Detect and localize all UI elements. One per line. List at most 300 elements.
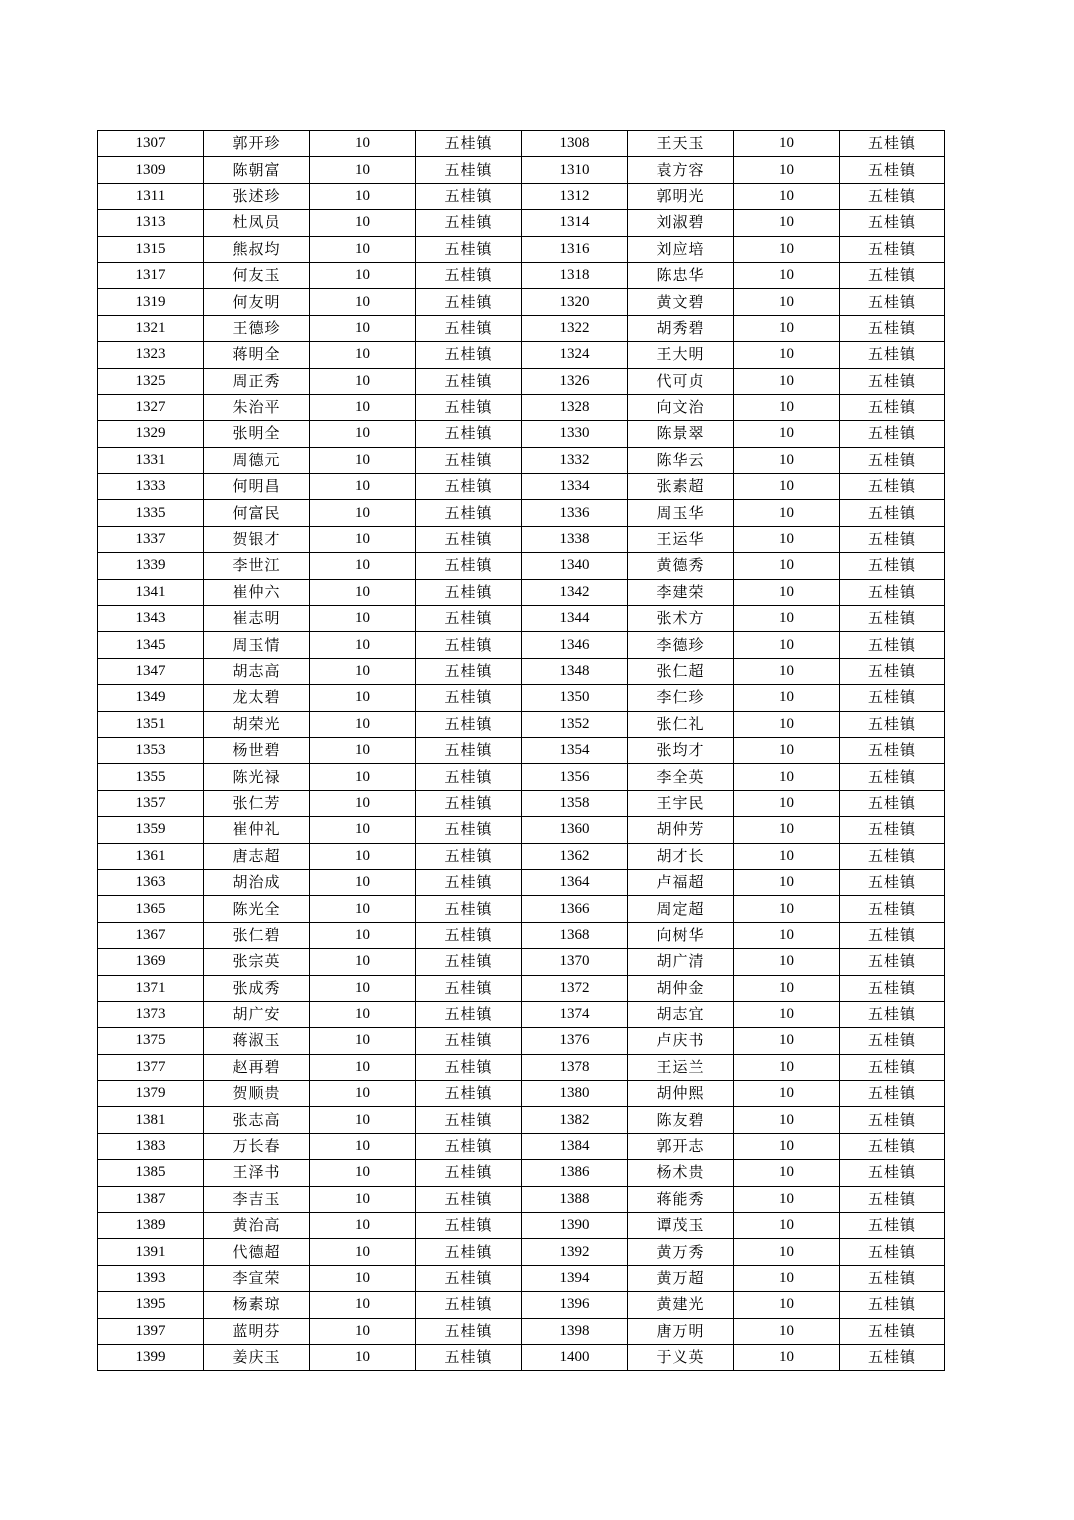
table-row bbox=[98, 843, 945, 869]
person-name-cell: 郭明光 bbox=[628, 183, 734, 209]
town-cell: 五桂镇 bbox=[416, 579, 522, 605]
table-row bbox=[98, 236, 945, 262]
town-cell: 五桂镇 bbox=[840, 843, 945, 869]
amount-cell: 10 bbox=[734, 1054, 840, 1080]
town-cell: 五桂镇 bbox=[840, 1054, 945, 1080]
record-number-cell: 1361 bbox=[98, 843, 204, 869]
town-cell: 五桂镇 bbox=[840, 685, 945, 711]
table-row bbox=[98, 262, 945, 288]
table-row bbox=[98, 869, 945, 895]
town-cell: 五桂镇 bbox=[840, 975, 945, 1001]
amount-cell: 10 bbox=[310, 1133, 416, 1159]
town-cell: 五桂镇 bbox=[840, 500, 945, 526]
person-name-cell: 袁方容 bbox=[628, 157, 734, 183]
amount-cell: 10 bbox=[310, 1292, 416, 1318]
amount-cell: 10 bbox=[734, 1001, 840, 1027]
amount-cell: 10 bbox=[310, 421, 416, 447]
record-number-cell: 1370 bbox=[522, 949, 628, 975]
table-row bbox=[98, 315, 945, 341]
record-number-cell: 1398 bbox=[522, 1318, 628, 1344]
town-cell: 五桂镇 bbox=[840, 315, 945, 341]
record-number-cell: 1382 bbox=[522, 1107, 628, 1133]
table-row bbox=[98, 1001, 945, 1027]
record-number-cell: 1366 bbox=[522, 896, 628, 922]
amount-cell: 10 bbox=[734, 1239, 840, 1265]
table-row bbox=[98, 421, 945, 447]
table-row bbox=[98, 157, 945, 183]
amount-cell: 10 bbox=[734, 421, 840, 447]
town-cell: 五桂镇 bbox=[840, 764, 945, 790]
town-cell: 五桂镇 bbox=[416, 210, 522, 236]
amount-cell: 10 bbox=[734, 1186, 840, 1212]
record-number-cell: 1368 bbox=[522, 922, 628, 948]
person-name-cell: 李吉玉 bbox=[204, 1186, 310, 1212]
amount-cell: 10 bbox=[734, 975, 840, 1001]
person-name-cell: 谭茂玉 bbox=[628, 1213, 734, 1239]
town-cell: 五桂镇 bbox=[416, 949, 522, 975]
person-name-cell: 胡才长 bbox=[628, 843, 734, 869]
person-name-cell: 何友玉 bbox=[204, 262, 310, 288]
record-number-cell: 1364 bbox=[522, 869, 628, 895]
table-row bbox=[98, 1318, 945, 1344]
town-cell: 五桂镇 bbox=[416, 1292, 522, 1318]
record-number-cell: 1350 bbox=[522, 685, 628, 711]
town-cell: 五桂镇 bbox=[416, 1186, 522, 1212]
person-name-cell: 杨素琼 bbox=[204, 1292, 310, 1318]
person-name-cell: 张宗英 bbox=[204, 949, 310, 975]
town-cell: 五桂镇 bbox=[840, 236, 945, 262]
table-row bbox=[98, 711, 945, 737]
record-number-cell: 1394 bbox=[522, 1265, 628, 1291]
person-name-cell: 李德珍 bbox=[628, 632, 734, 658]
record-number-cell: 1369 bbox=[98, 949, 204, 975]
amount-cell: 10 bbox=[310, 658, 416, 684]
person-name-cell: 李全英 bbox=[628, 764, 734, 790]
record-number-cell: 1313 bbox=[98, 210, 204, 236]
person-name-cell: 黄万超 bbox=[628, 1265, 734, 1291]
amount-cell: 10 bbox=[310, 869, 416, 895]
town-cell: 五桂镇 bbox=[416, 685, 522, 711]
amount-cell: 10 bbox=[734, 131, 840, 157]
person-name-cell: 赵再碧 bbox=[204, 1054, 310, 1080]
amount-cell: 10 bbox=[734, 1107, 840, 1133]
town-cell: 五桂镇 bbox=[840, 579, 945, 605]
amount-cell: 10 bbox=[310, 315, 416, 341]
amount-cell: 10 bbox=[310, 1160, 416, 1186]
table-row bbox=[98, 474, 945, 500]
amount-cell: 10 bbox=[310, 289, 416, 315]
person-name-cell: 张素超 bbox=[628, 474, 734, 500]
town-cell: 五桂镇 bbox=[840, 1001, 945, 1027]
amount-cell: 10 bbox=[310, 1344, 416, 1370]
town-cell: 五桂镇 bbox=[840, 817, 945, 843]
person-name-cell: 王运华 bbox=[628, 526, 734, 552]
town-cell: 五桂镇 bbox=[416, 1213, 522, 1239]
person-name-cell: 刘应培 bbox=[628, 236, 734, 262]
record-number-cell: 1310 bbox=[522, 157, 628, 183]
person-name-cell: 张仁礼 bbox=[628, 711, 734, 737]
amount-cell: 10 bbox=[310, 606, 416, 632]
amount-cell: 10 bbox=[734, 262, 840, 288]
town-cell: 五桂镇 bbox=[840, 1239, 945, 1265]
person-name-cell: 周正秀 bbox=[204, 368, 310, 394]
person-name-cell: 张述珍 bbox=[204, 183, 310, 209]
amount-cell: 10 bbox=[310, 553, 416, 579]
town-cell: 五桂镇 bbox=[416, 1133, 522, 1159]
town-cell: 五桂镇 bbox=[840, 1186, 945, 1212]
amount-cell: 10 bbox=[734, 658, 840, 684]
record-number-cell: 1395 bbox=[98, 1292, 204, 1318]
table-row bbox=[98, 949, 945, 975]
town-cell: 五桂镇 bbox=[416, 817, 522, 843]
record-number-cell: 1326 bbox=[522, 368, 628, 394]
table-row bbox=[98, 553, 945, 579]
town-cell: 五桂镇 bbox=[416, 342, 522, 368]
amount-cell: 10 bbox=[734, 711, 840, 737]
record-number-cell: 1373 bbox=[98, 1001, 204, 1027]
record-number-cell: 1314 bbox=[522, 210, 628, 236]
amount-cell: 10 bbox=[310, 1081, 416, 1107]
record-number-cell: 1379 bbox=[98, 1081, 204, 1107]
person-name-cell: 张仁碧 bbox=[204, 922, 310, 948]
town-cell: 五桂镇 bbox=[416, 632, 522, 658]
town-cell: 五桂镇 bbox=[840, 368, 945, 394]
town-cell: 五桂镇 bbox=[416, 790, 522, 816]
amount-cell: 10 bbox=[310, 1107, 416, 1133]
table-row bbox=[98, 896, 945, 922]
record-number-cell: 1399 bbox=[98, 1344, 204, 1370]
amount-cell: 10 bbox=[310, 632, 416, 658]
person-name-cell: 蒋淑玉 bbox=[204, 1028, 310, 1054]
record-number-cell: 1348 bbox=[522, 658, 628, 684]
table-row bbox=[98, 1028, 945, 1054]
record-number-cell: 1392 bbox=[522, 1239, 628, 1265]
town-cell: 五桂镇 bbox=[416, 368, 522, 394]
record-number-cell: 1396 bbox=[522, 1292, 628, 1318]
table-row bbox=[98, 1239, 945, 1265]
record-number-cell: 1356 bbox=[522, 764, 628, 790]
table-row bbox=[98, 342, 945, 368]
amount-cell: 10 bbox=[310, 685, 416, 711]
table-row bbox=[98, 1133, 945, 1159]
town-cell: 五桂镇 bbox=[840, 289, 945, 315]
record-number-cell: 1372 bbox=[522, 975, 628, 1001]
record-number-cell: 1391 bbox=[98, 1239, 204, 1265]
person-name-cell: 张仁芳 bbox=[204, 790, 310, 816]
table-row bbox=[98, 685, 945, 711]
town-cell: 五桂镇 bbox=[416, 1028, 522, 1054]
town-cell: 五桂镇 bbox=[840, 711, 945, 737]
record-number-cell: 1323 bbox=[98, 342, 204, 368]
town-cell: 五桂镇 bbox=[416, 131, 522, 157]
person-name-cell: 张仁超 bbox=[628, 658, 734, 684]
roster-table bbox=[97, 130, 945, 1371]
person-name-cell: 张均才 bbox=[628, 737, 734, 763]
record-number-cell: 1353 bbox=[98, 737, 204, 763]
town-cell: 五桂镇 bbox=[840, 1081, 945, 1107]
town-cell: 五桂镇 bbox=[840, 737, 945, 763]
town-cell: 五桂镇 bbox=[840, 632, 945, 658]
town-cell: 五桂镇 bbox=[840, 157, 945, 183]
town-cell: 五桂镇 bbox=[416, 843, 522, 869]
person-name-cell: 胡治成 bbox=[204, 869, 310, 895]
amount-cell: 10 bbox=[310, 922, 416, 948]
amount-cell: 10 bbox=[310, 1001, 416, 1027]
person-name-cell: 胡广清 bbox=[628, 949, 734, 975]
person-name-cell: 张志高 bbox=[204, 1107, 310, 1133]
person-name-cell: 王德珍 bbox=[204, 315, 310, 341]
record-number-cell: 1329 bbox=[98, 421, 204, 447]
person-name-cell: 陈光禄 bbox=[204, 764, 310, 790]
town-cell: 五桂镇 bbox=[416, 1107, 522, 1133]
person-name-cell: 李仁珍 bbox=[628, 685, 734, 711]
table-row bbox=[98, 1107, 945, 1133]
person-name-cell: 于义英 bbox=[628, 1344, 734, 1370]
amount-cell: 10 bbox=[734, 1213, 840, 1239]
amount-cell: 10 bbox=[734, 1344, 840, 1370]
table-row bbox=[98, 922, 945, 948]
record-number-cell: 1360 bbox=[522, 817, 628, 843]
record-number-cell: 1344 bbox=[522, 606, 628, 632]
person-name-cell: 张成秀 bbox=[204, 975, 310, 1001]
record-number-cell: 1362 bbox=[522, 843, 628, 869]
amount-cell: 10 bbox=[310, 817, 416, 843]
record-number-cell: 1347 bbox=[98, 658, 204, 684]
town-cell: 五桂镇 bbox=[840, 183, 945, 209]
amount-cell: 10 bbox=[734, 843, 840, 869]
amount-cell: 10 bbox=[310, 157, 416, 183]
record-number-cell: 1325 bbox=[98, 368, 204, 394]
person-name-cell: 胡广安 bbox=[204, 1001, 310, 1027]
amount-cell: 10 bbox=[734, 896, 840, 922]
person-name-cell: 李世江 bbox=[204, 553, 310, 579]
town-cell: 五桂镇 bbox=[416, 658, 522, 684]
record-number-cell: 1338 bbox=[522, 526, 628, 552]
record-number-cell: 1342 bbox=[522, 579, 628, 605]
record-number-cell: 1384 bbox=[522, 1133, 628, 1159]
record-number-cell: 1307 bbox=[98, 131, 204, 157]
person-name-cell: 陈朝富 bbox=[204, 157, 310, 183]
record-number-cell: 1317 bbox=[98, 262, 204, 288]
person-name-cell: 陈光全 bbox=[204, 896, 310, 922]
person-name-cell: 李宣荣 bbox=[204, 1265, 310, 1291]
amount-cell: 10 bbox=[310, 1054, 416, 1080]
amount-cell: 10 bbox=[310, 183, 416, 209]
table-row bbox=[98, 764, 945, 790]
town-cell: 五桂镇 bbox=[416, 526, 522, 552]
record-number-cell: 1337 bbox=[98, 526, 204, 552]
record-number-cell: 1374 bbox=[522, 1001, 628, 1027]
record-number-cell: 1333 bbox=[98, 474, 204, 500]
person-name-cell: 崔仲礼 bbox=[204, 817, 310, 843]
amount-cell: 10 bbox=[734, 632, 840, 658]
person-name-cell: 周定超 bbox=[628, 896, 734, 922]
record-number-cell: 1354 bbox=[522, 737, 628, 763]
person-name-cell: 向文治 bbox=[628, 394, 734, 420]
record-number-cell: 1397 bbox=[98, 1318, 204, 1344]
town-cell: 五桂镇 bbox=[416, 869, 522, 895]
person-name-cell: 龙太碧 bbox=[204, 685, 310, 711]
table-row bbox=[98, 500, 945, 526]
person-name-cell: 陈友碧 bbox=[628, 1107, 734, 1133]
person-name-cell: 黄建光 bbox=[628, 1292, 734, 1318]
record-number-cell: 1383 bbox=[98, 1133, 204, 1159]
amount-cell: 10 bbox=[734, 579, 840, 605]
record-number-cell: 1315 bbox=[98, 236, 204, 262]
person-name-cell: 李建荣 bbox=[628, 579, 734, 605]
amount-cell: 10 bbox=[734, 447, 840, 473]
person-name-cell: 向树华 bbox=[628, 922, 734, 948]
person-name-cell: 代德超 bbox=[204, 1239, 310, 1265]
record-number-cell: 1318 bbox=[522, 262, 628, 288]
amount-cell: 10 bbox=[310, 843, 416, 869]
table-row bbox=[98, 447, 945, 473]
person-name-cell: 贺银才 bbox=[204, 526, 310, 552]
town-cell: 五桂镇 bbox=[416, 1081, 522, 1107]
town-cell: 五桂镇 bbox=[840, 1292, 945, 1318]
town-cell: 五桂镇 bbox=[840, 526, 945, 552]
town-cell: 五桂镇 bbox=[416, 1054, 522, 1080]
record-number-cell: 1389 bbox=[98, 1213, 204, 1239]
amount-cell: 10 bbox=[310, 131, 416, 157]
town-cell: 五桂镇 bbox=[416, 447, 522, 473]
record-number-cell: 1324 bbox=[522, 342, 628, 368]
record-number-cell: 1367 bbox=[98, 922, 204, 948]
table-row bbox=[98, 1160, 945, 1186]
amount-cell: 10 bbox=[734, 685, 840, 711]
amount-cell: 10 bbox=[734, 1265, 840, 1291]
town-cell: 五桂镇 bbox=[840, 606, 945, 632]
person-name-cell: 郭开志 bbox=[628, 1133, 734, 1159]
record-number-cell: 1381 bbox=[98, 1107, 204, 1133]
person-name-cell: 张明全 bbox=[204, 421, 310, 447]
town-cell: 五桂镇 bbox=[416, 975, 522, 1001]
town-cell: 五桂镇 bbox=[840, 922, 945, 948]
person-name-cell: 代可贞 bbox=[628, 368, 734, 394]
amount-cell: 10 bbox=[734, 1028, 840, 1054]
person-name-cell: 陈景翠 bbox=[628, 421, 734, 447]
table-row bbox=[98, 1213, 945, 1239]
record-number-cell: 1400 bbox=[522, 1344, 628, 1370]
amount-cell: 10 bbox=[310, 474, 416, 500]
record-number-cell: 1386 bbox=[522, 1160, 628, 1186]
town-cell: 五桂镇 bbox=[416, 236, 522, 262]
amount-cell: 10 bbox=[734, 500, 840, 526]
person-name-cell: 崔志明 bbox=[204, 606, 310, 632]
town-cell: 五桂镇 bbox=[416, 421, 522, 447]
town-cell: 五桂镇 bbox=[840, 1133, 945, 1159]
amount-cell: 10 bbox=[734, 553, 840, 579]
table-row bbox=[98, 817, 945, 843]
table-row bbox=[98, 210, 945, 236]
amount-cell: 10 bbox=[734, 157, 840, 183]
amount-cell: 10 bbox=[310, 262, 416, 288]
record-number-cell: 1377 bbox=[98, 1054, 204, 1080]
record-number-cell: 1378 bbox=[522, 1054, 628, 1080]
record-number-cell: 1343 bbox=[98, 606, 204, 632]
town-cell: 五桂镇 bbox=[840, 553, 945, 579]
town-cell: 五桂镇 bbox=[840, 421, 945, 447]
town-cell: 五桂镇 bbox=[840, 394, 945, 420]
person-name-cell: 胡仲熙 bbox=[628, 1081, 734, 1107]
town-cell: 五桂镇 bbox=[840, 1318, 945, 1344]
record-number-cell: 1312 bbox=[522, 183, 628, 209]
town-cell: 五桂镇 bbox=[840, 447, 945, 473]
person-name-cell: 王大明 bbox=[628, 342, 734, 368]
amount-cell: 10 bbox=[310, 975, 416, 1001]
person-name-cell: 熊叔均 bbox=[204, 236, 310, 262]
amount-cell: 10 bbox=[734, 474, 840, 500]
record-number-cell: 1340 bbox=[522, 553, 628, 579]
record-number-cell: 1327 bbox=[98, 394, 204, 420]
person-name-cell: 王泽书 bbox=[204, 1160, 310, 1186]
town-cell: 五桂镇 bbox=[416, 737, 522, 763]
amount-cell: 10 bbox=[734, 315, 840, 341]
person-name-cell: 贺顺贵 bbox=[204, 1081, 310, 1107]
town-cell: 五桂镇 bbox=[840, 896, 945, 922]
amount-cell: 10 bbox=[734, 342, 840, 368]
town-cell: 五桂镇 bbox=[840, 474, 945, 500]
amount-cell: 10 bbox=[734, 606, 840, 632]
record-number-cell: 1335 bbox=[98, 500, 204, 526]
record-number-cell: 1330 bbox=[522, 421, 628, 447]
person-name-cell: 崔仲六 bbox=[204, 579, 310, 605]
amount-cell: 10 bbox=[734, 869, 840, 895]
table-row bbox=[98, 1344, 945, 1370]
record-number-cell: 1334 bbox=[522, 474, 628, 500]
amount-cell: 10 bbox=[734, 949, 840, 975]
person-name-cell: 周玉华 bbox=[628, 500, 734, 526]
town-cell: 五桂镇 bbox=[416, 922, 522, 948]
record-number-cell: 1349 bbox=[98, 685, 204, 711]
amount-cell: 10 bbox=[310, 368, 416, 394]
amount-cell: 10 bbox=[310, 1318, 416, 1344]
table-row bbox=[98, 183, 945, 209]
record-number-cell: 1363 bbox=[98, 869, 204, 895]
table-row bbox=[98, 658, 945, 684]
town-cell: 五桂镇 bbox=[416, 553, 522, 579]
person-name-cell: 万长春 bbox=[204, 1133, 310, 1159]
person-name-cell: 蓝明芬 bbox=[204, 1318, 310, 1344]
amount-cell: 10 bbox=[310, 790, 416, 816]
person-name-cell: 杨术贵 bbox=[628, 1160, 734, 1186]
amount-cell: 10 bbox=[734, 210, 840, 236]
town-cell: 五桂镇 bbox=[416, 394, 522, 420]
town-cell: 五桂镇 bbox=[416, 183, 522, 209]
town-cell: 五桂镇 bbox=[416, 157, 522, 183]
town-cell: 五桂镇 bbox=[840, 790, 945, 816]
record-number-cell: 1308 bbox=[522, 131, 628, 157]
amount-cell: 10 bbox=[310, 579, 416, 605]
amount-cell: 10 bbox=[310, 526, 416, 552]
town-cell: 五桂镇 bbox=[840, 1213, 945, 1239]
person-name-cell: 周德元 bbox=[204, 447, 310, 473]
record-number-cell: 1345 bbox=[98, 632, 204, 658]
record-number-cell: 1380 bbox=[522, 1081, 628, 1107]
record-number-cell: 1359 bbox=[98, 817, 204, 843]
town-cell: 五桂镇 bbox=[840, 210, 945, 236]
person-name-cell: 卢庆书 bbox=[628, 1028, 734, 1054]
person-name-cell: 王运兰 bbox=[628, 1054, 734, 1080]
record-number-cell: 1357 bbox=[98, 790, 204, 816]
person-name-cell: 卢福超 bbox=[628, 869, 734, 895]
table-row bbox=[98, 1054, 945, 1080]
table-row bbox=[98, 368, 945, 394]
amount-cell: 10 bbox=[734, 790, 840, 816]
person-name-cell: 陈忠华 bbox=[628, 262, 734, 288]
amount-cell: 10 bbox=[734, 183, 840, 209]
person-name-cell: 胡荣光 bbox=[204, 711, 310, 737]
